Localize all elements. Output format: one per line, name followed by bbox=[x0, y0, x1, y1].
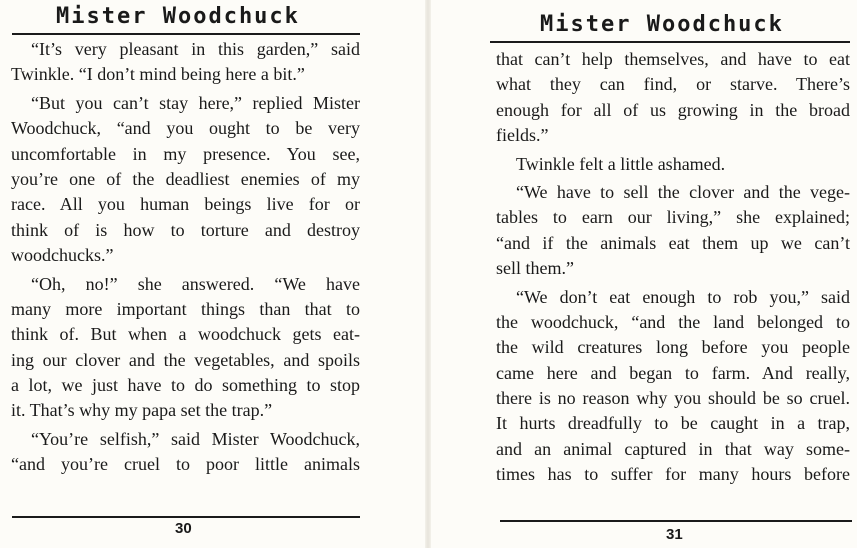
text-line: “and you’re cruel to poor little animals bbox=[11, 454, 360, 475]
text-line: “We have to sell the clover and the vege- bbox=[516, 181, 850, 202]
text-line: ing our clover and the vegetables, and spoils bbox=[11, 349, 360, 370]
footer-rule bbox=[500, 520, 852, 522]
text-line: fields.” bbox=[496, 125, 549, 146]
text-line: think of is how to torture and destroy bbox=[11, 219, 360, 240]
text-line: you’re one of the deadliest enemies of my bbox=[11, 168, 360, 189]
text-line: sell them.” bbox=[496, 258, 574, 279]
header-rule bbox=[490, 41, 850, 43]
page-header: Mister Woodchuck bbox=[56, 4, 300, 29]
text-line: uncomfortable in my presence. You see, bbox=[11, 143, 360, 164]
text-line: tables to earn our living,” she explained; bbox=[496, 207, 850, 228]
text-line: woodchucks.” bbox=[11, 245, 114, 266]
text-line: enough for all of us growing in the broad bbox=[496, 99, 850, 120]
text-line: “It’s very pleasant in this garden,” said bbox=[31, 39, 360, 59]
text-line: It hurts dreadfully to be caught in a trap, bbox=[496, 413, 850, 434]
text-line: a lot, we just have to do something to stop bbox=[11, 375, 360, 396]
text-line: Woodchuck, “and you ought to be very bbox=[11, 118, 360, 139]
text-line: times has to suffer for many hours before bbox=[496, 464, 850, 485]
text-line: many more important things than that to bbox=[11, 298, 360, 319]
page-number: 31 bbox=[666, 526, 683, 543]
text-line: it. That’s why my papa set the trap.” bbox=[11, 400, 273, 421]
right-page bbox=[428, 0, 857, 548]
text-line: that can’t help themselves, and have to eat bbox=[496, 49, 850, 69]
text-line: race. All you human beings live for or bbox=[11, 194, 360, 215]
text-line: “Oh, no!” she answered. “We have bbox=[31, 273, 360, 294]
text-line: and an animal captured in that way some- bbox=[496, 438, 850, 459]
footer-rule bbox=[12, 516, 360, 518]
text-line: Twinkle. “I don’t mind being here a bit.” bbox=[11, 64, 305, 85]
text-line: the woodchuck, “and the land belonged to bbox=[496, 311, 850, 332]
page-body bbox=[496, 47, 850, 488]
text-line: what they can find, or starve. There’s bbox=[496, 74, 850, 95]
page-number: 30 bbox=[175, 520, 192, 537]
page-body bbox=[11, 37, 360, 478]
text-line: came here and began to farm. And really, bbox=[496, 362, 850, 383]
text-line: “and if the animals eat them up we can’t bbox=[496, 232, 850, 253]
text-line: there is no reason why you should be so cruel. bbox=[496, 388, 850, 409]
text-line: the wild creatures long before you people bbox=[496, 337, 850, 358]
text-line: “But you can’t stay here,” replied Mister bbox=[31, 92, 360, 113]
header-rule bbox=[12, 33, 360, 35]
text-line: think of. But when a woodchuck gets eat- bbox=[11, 324, 360, 345]
text-line: Twinkle felt a little ashamed. bbox=[516, 153, 726, 174]
left-page bbox=[0, 0, 428, 548]
page-header: Mister Woodchuck bbox=[540, 12, 784, 37]
text-line: “You’re selfish,” said Mister Woodchuck, bbox=[31, 428, 360, 449]
text-line: “We don’t eat enough to rob you,” said bbox=[516, 286, 850, 307]
